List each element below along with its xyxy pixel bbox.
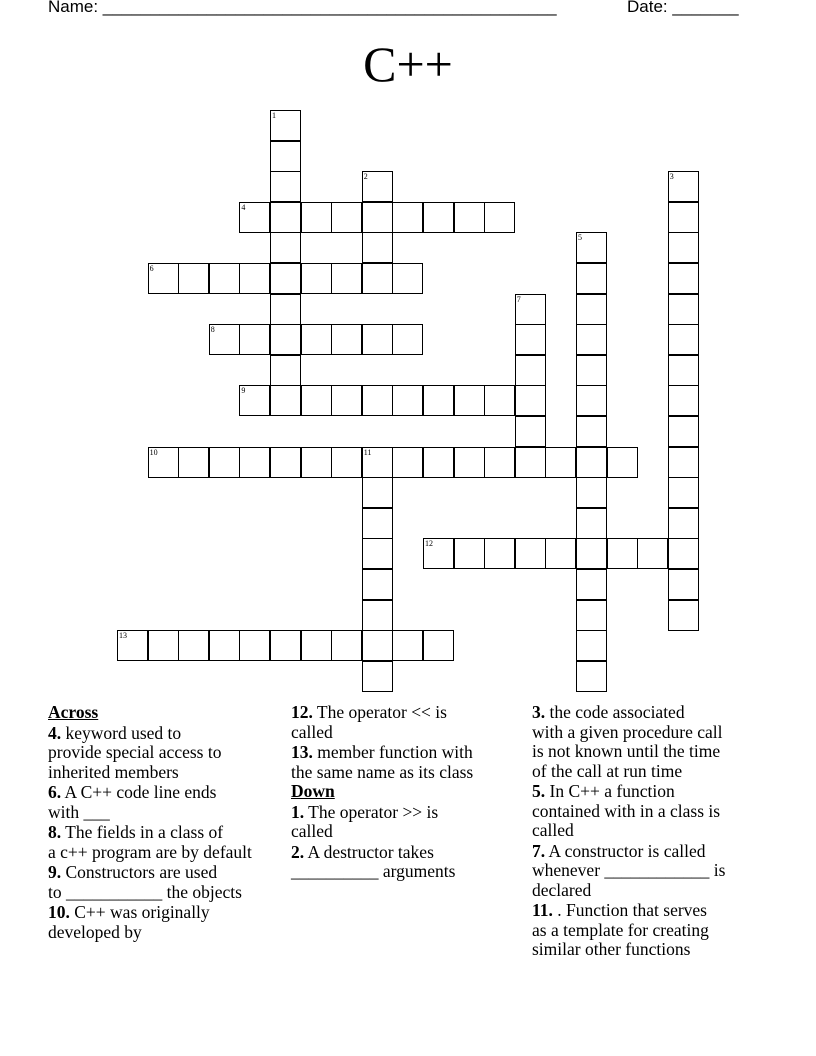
grid-cell[interactable] xyxy=(515,294,546,325)
clue-text: . Function that serves as a template for creating similar other functions xyxy=(532,900,709,959)
grid-cell[interactable] xyxy=(576,447,607,478)
grid-cell[interactable] xyxy=(576,416,607,447)
grid-cell[interactable] xyxy=(362,385,393,416)
clue-text: A C++ code line ends with ___ xyxy=(48,782,217,822)
clue-item xyxy=(48,903,288,942)
grid-cell[interactable] xyxy=(270,447,301,478)
clue-number-label: 10 xyxy=(149,447,158,457)
clue-number-label: 12 xyxy=(425,539,433,549)
grid-cell[interactable] xyxy=(454,538,485,569)
grid-cell[interactable] xyxy=(576,477,607,508)
down-heading: Down xyxy=(291,781,335,801)
clue-item xyxy=(48,724,288,783)
grid-cell[interactable] xyxy=(362,477,393,508)
clue-text: the code associated with a given procedure call is not known until the time of the call at run time xyxy=(532,702,723,781)
grid-cell[interactable] xyxy=(209,263,240,294)
grid-cell[interactable] xyxy=(270,385,301,416)
grid-cell[interactable] xyxy=(362,324,393,355)
across-clue-list-continued xyxy=(291,703,526,782)
grid-cell[interactable] xyxy=(148,263,179,294)
grid-cell[interactable] xyxy=(423,447,454,478)
grid-cell[interactable] xyxy=(331,630,362,661)
grid-cell[interactable] xyxy=(668,569,699,600)
grid-cell[interactable] xyxy=(362,538,393,569)
grid-cell[interactable] xyxy=(209,324,240,355)
grid-cell[interactable] xyxy=(270,202,301,233)
clue-number-label: 9 xyxy=(241,386,246,396)
grid-cell[interactable] xyxy=(301,324,332,355)
grid-cell[interactable] xyxy=(178,263,209,294)
grid-cell[interactable] xyxy=(392,202,423,233)
grid-cell[interactable] xyxy=(270,294,301,325)
clue-item xyxy=(291,843,526,882)
clue-number-label: 6 xyxy=(149,264,154,273)
clue-text: keyword used to provide special access to inherited members xyxy=(48,722,222,782)
clue-number-label: 4 xyxy=(241,202,246,212)
grid-cell[interactable] xyxy=(362,171,393,202)
clue-item xyxy=(291,703,526,742)
clue-text: In C++ a function contained with in a class is called xyxy=(532,781,721,840)
grid-cell[interactable] xyxy=(545,538,576,569)
across-heading: Across xyxy=(48,702,99,722)
grid-cell[interactable] xyxy=(454,447,485,478)
clue-number: 8. xyxy=(48,822,62,842)
clue-text: A destructor takes __________ arguments xyxy=(291,841,456,881)
grid-cell[interactable] xyxy=(178,447,209,478)
clue-item xyxy=(532,901,772,960)
grid-cell[interactable] xyxy=(484,447,515,478)
clue-number-label: 1 xyxy=(272,111,276,120)
clue-number-label: 11 xyxy=(363,447,372,457)
grid-cell[interactable] xyxy=(362,202,393,233)
grid-cell[interactable] xyxy=(515,385,546,416)
grid-cell[interactable] xyxy=(423,630,454,661)
clue-item xyxy=(532,842,772,901)
clue-number: 3. xyxy=(532,702,546,722)
clue-text: member function with the same name as its class xyxy=(291,742,474,782)
grid-cell[interactable] xyxy=(454,202,485,233)
clue-number: 13. xyxy=(291,742,313,762)
grid-cell[interactable] xyxy=(270,630,301,661)
grid-cell[interactable] xyxy=(362,569,393,600)
grid-cell[interactable] xyxy=(362,232,393,263)
grid-cell[interactable] xyxy=(668,324,699,355)
clue-column-2 xyxy=(291,703,526,882)
clue-text: The operator << is called xyxy=(291,702,447,742)
grid-cell[interactable] xyxy=(484,202,515,233)
across-clue-list xyxy=(48,724,288,943)
grid-cell[interactable] xyxy=(515,447,546,478)
grid-cell[interactable] xyxy=(668,385,699,416)
name-field-label[interactable]: Name: ________________________________________________ xyxy=(48,0,557,16)
grid-cell[interactable] xyxy=(484,538,515,569)
grid-cell[interactable] xyxy=(668,232,699,263)
grid-cell[interactable] xyxy=(331,202,362,233)
clue-item xyxy=(48,863,288,902)
clue-number: 5. xyxy=(532,781,546,801)
grid-cell[interactable] xyxy=(270,171,301,202)
grid-cell[interactable] xyxy=(576,569,607,600)
down-clue-list-continued xyxy=(532,703,772,960)
grid-cell[interactable] xyxy=(423,385,454,416)
clue-number: 4. xyxy=(48,722,62,743)
clue-number: 2. xyxy=(291,841,305,862)
grid-cell[interactable] xyxy=(148,630,179,661)
grid-cell[interactable] xyxy=(331,263,362,294)
grid-cell[interactable] xyxy=(270,355,301,386)
clue-item xyxy=(48,823,288,862)
grid-cell[interactable] xyxy=(178,630,209,661)
grid-cell[interactable] xyxy=(668,416,699,447)
grid-cell[interactable] xyxy=(270,324,301,355)
grid-cell[interactable] xyxy=(239,324,270,355)
clue-text: The operator >> is called xyxy=(291,801,439,841)
grid-cell[interactable] xyxy=(576,508,607,539)
grid-cell[interactable] xyxy=(392,385,423,416)
grid-cell[interactable] xyxy=(576,385,607,416)
grid-cell[interactable] xyxy=(576,600,607,631)
clue-text: Constructors are used to ___________ the objects xyxy=(48,862,242,902)
clue-number-label: 8 xyxy=(210,325,215,335)
grid-cell[interactable] xyxy=(576,294,607,325)
grid-cell[interactable] xyxy=(576,232,607,263)
grid-cell[interactable] xyxy=(545,447,576,478)
grid-cell[interactable] xyxy=(515,538,546,569)
grid-cell[interactable] xyxy=(301,447,332,478)
grid-cell[interactable] xyxy=(209,447,240,478)
clue-number: 1. xyxy=(291,801,305,822)
clue-item xyxy=(291,743,526,782)
grid-cell[interactable] xyxy=(270,263,301,294)
clue-number: 11. xyxy=(532,900,553,920)
grid-cell[interactable] xyxy=(362,263,393,294)
clue-text: A constructor is called whenever ____________ is declared xyxy=(532,840,726,900)
grid-cell[interactable] xyxy=(484,385,515,416)
grid-cell[interactable] xyxy=(239,447,270,478)
grid-cell[interactable] xyxy=(301,202,332,233)
grid-cell[interactable] xyxy=(362,508,393,539)
grid-cell[interactable] xyxy=(576,324,607,355)
grid-cell[interactable] xyxy=(270,110,301,141)
clue-item xyxy=(532,782,772,841)
grid-cell[interactable] xyxy=(515,324,546,355)
grid-cell[interactable] xyxy=(637,538,668,569)
clue-number-label: 5 xyxy=(578,233,582,243)
grid-cell[interactable] xyxy=(301,630,332,661)
grid-cell[interactable] xyxy=(576,263,607,294)
clue-number: 10. xyxy=(48,902,70,922)
grid-cell[interactable] xyxy=(148,447,179,478)
date-field-label[interactable]: Date: _______ xyxy=(627,0,739,16)
grid-cell[interactable] xyxy=(117,630,148,661)
clue-text: C++ was originally developed by xyxy=(48,902,210,942)
grid-cell[interactable] xyxy=(668,477,699,508)
grid-cell[interactable] xyxy=(362,630,393,661)
clue-number: 12. xyxy=(291,702,313,722)
grid-cell[interactable] xyxy=(239,202,270,233)
grid-cell[interactable] xyxy=(668,447,699,478)
grid-cell[interactable] xyxy=(239,630,270,661)
grid-cell[interactable] xyxy=(576,630,607,661)
grid-cell[interactable] xyxy=(301,385,332,416)
grid-cell[interactable] xyxy=(270,141,301,172)
clue-column-3 xyxy=(532,703,772,960)
grid-cell[interactable] xyxy=(515,355,546,386)
grid-cell[interactable] xyxy=(362,600,393,631)
grid-cell[interactable] xyxy=(668,508,699,539)
grid-cell[interactable] xyxy=(362,447,393,478)
grid-cell[interactable] xyxy=(607,538,638,569)
grid-cell[interactable] xyxy=(331,385,362,416)
grid-cell[interactable] xyxy=(668,538,699,569)
page-title: C++ xyxy=(363,36,453,92)
grid-cell[interactable] xyxy=(331,324,362,355)
grid-cell[interactable] xyxy=(239,263,270,294)
grid-cell[interactable] xyxy=(392,630,423,661)
grid-cell[interactable] xyxy=(301,263,332,294)
grid-cell[interactable] xyxy=(209,630,240,661)
clue-number: 7. xyxy=(532,840,546,861)
grid-cell[interactable] xyxy=(668,600,699,631)
clue-number-label: 2 xyxy=(363,172,368,182)
grid-cell[interactable] xyxy=(668,355,699,386)
clue-number-label: 7 xyxy=(516,294,521,304)
clue-text: The fields in a class of a c++ program are by default xyxy=(48,822,252,862)
grid-cell[interactable] xyxy=(392,447,423,478)
grid-cell[interactable] xyxy=(423,538,454,569)
grid-cell[interactable] xyxy=(668,263,699,294)
clue-number: 9. xyxy=(48,862,62,882)
grid-cell[interactable] xyxy=(392,324,423,355)
clue-item xyxy=(532,703,772,781)
clue-item xyxy=(48,783,288,822)
grid-cell[interactable] xyxy=(454,385,485,416)
grid-cell[interactable] xyxy=(362,661,393,692)
grid-cell[interactable] xyxy=(576,661,607,692)
grid-cell[interactable] xyxy=(239,385,270,416)
grid-cell[interactable] xyxy=(331,447,362,478)
clue-column-1 xyxy=(48,703,288,942)
grid-cell[interactable] xyxy=(576,355,607,386)
grid-cell[interactable] xyxy=(392,263,423,294)
clue-item xyxy=(291,803,526,842)
down-clue-list xyxy=(291,803,526,882)
clue-number: 6. xyxy=(48,782,62,802)
grid-cell[interactable] xyxy=(270,232,301,263)
grid-cell[interactable] xyxy=(668,202,699,233)
grid-cell[interactable] xyxy=(423,202,454,233)
grid-cell[interactable] xyxy=(607,447,638,478)
clue-number-label: 13 xyxy=(119,631,127,641)
grid-cell[interactable] xyxy=(668,294,699,325)
grid-cell[interactable] xyxy=(515,416,546,447)
clue-number-label: 3 xyxy=(669,172,674,182)
grid-cell[interactable] xyxy=(668,171,699,202)
grid-cell[interactable] xyxy=(576,538,607,569)
